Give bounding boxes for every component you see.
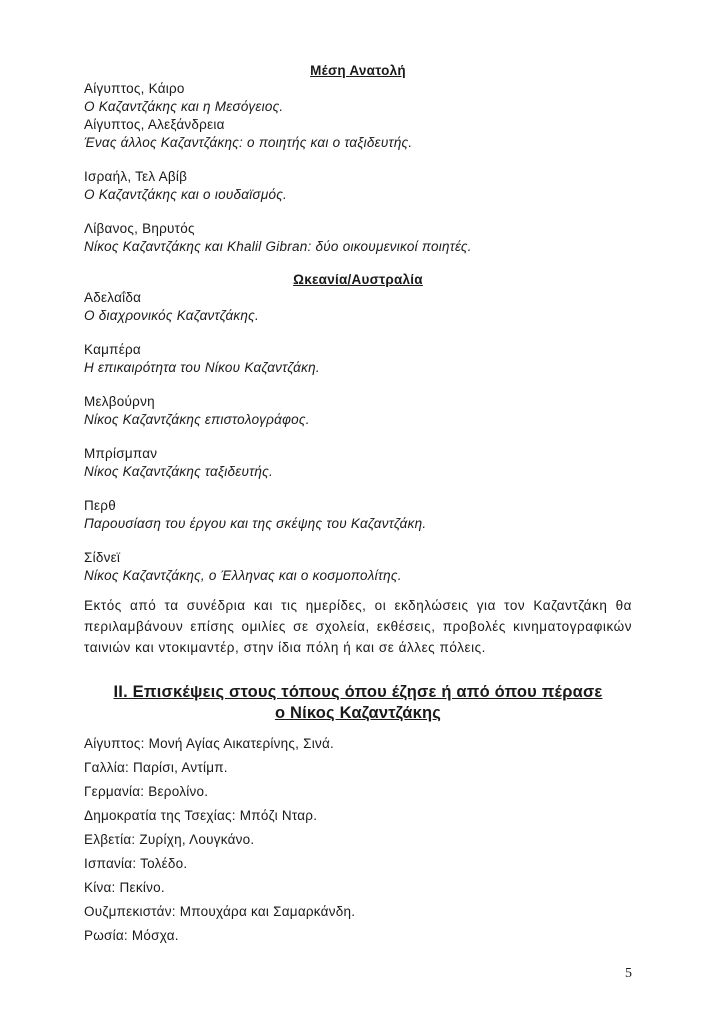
spacer (84, 377, 632, 393)
entry-title: Ένας άλλος Καζαντζάκης: ο ποιητής και ο ταξιδευτής. (84, 135, 413, 150)
list-item: Κίνα: Πεκίνο. (84, 880, 165, 895)
entry-place: Αίγυπτος, Κάιρο (84, 81, 185, 96)
entry-cairo (84, 80, 632, 116)
document-page (84, 62, 632, 952)
entry-sydney (84, 549, 632, 585)
entry-canberra (84, 341, 632, 377)
entry-title: Νίκος Καζαντζάκης επιστολογράφος. (84, 412, 310, 427)
entry-place: Αδελαΐδα (84, 290, 142, 305)
list-item: Γερμανία: Βερολίνο. (84, 784, 209, 799)
section-heading-line-2: ο Νίκος Καζαντζάκης (274, 704, 442, 722)
entry-place: Σίδνεϊ (84, 550, 121, 565)
entry-title: Παρουσίαση του έργου και της σκέψης του Καζαντζάκη. (84, 516, 427, 531)
entry-title: Ο διαχρονικός Καζαντζάκης. (84, 308, 259, 323)
list-item: Δημοκρατία της Τσεχίας: Μπόζι Νταρ. (84, 808, 318, 823)
entry-beirut (84, 220, 632, 256)
entry-perth (84, 497, 632, 533)
entry-place: Ισραήλ, Τελ Αβίβ (84, 169, 188, 184)
list-item: Ισπανία: Τολέδο. (84, 856, 188, 871)
entry-place: Μελβούρνη (84, 394, 155, 409)
entry-place: Λίβανος, Βηρυτός (84, 221, 195, 236)
list-item: Γαλλία: Παρίσι, Αντίμπ. (84, 760, 228, 775)
entry-adelaide (84, 289, 632, 325)
spacer (84, 533, 632, 549)
entry-place: Μπρίσμπαν (84, 446, 158, 461)
entry-brisbane (84, 445, 632, 481)
spacer (84, 152, 632, 168)
section-heading-oceania: Ωκεανία/Αυστραλία (293, 272, 423, 287)
list-item: Ουζμπεκιστάν: Μπουχάρα και Σαμαρκάνδη. (84, 904, 356, 919)
spacer (84, 481, 632, 497)
spacer (84, 429, 632, 445)
entry-title: Νίκος Καζαντζάκης και Khalil Gibran: δύο οικουμενικοί ποιητές. (84, 239, 472, 254)
section-heading-visits (84, 682, 632, 724)
section-heading-line-1: ΙΙ. Επισκέψεις στους τόπους όπου έζησε ή από όπου πέρασε (113, 683, 603, 701)
entry-place: Περθ (84, 498, 116, 513)
entry-tel-aviv (84, 168, 632, 204)
entry-title: Ο Καζαντζάκης και η Μεσόγειος. (84, 99, 284, 114)
entry-title: Ο Καζαντζάκης και ο ιουδαϊσμός. (84, 187, 288, 202)
spacer (84, 204, 632, 220)
entry-title: Νίκος Καζαντζάκης ταξιδευτής. (84, 464, 273, 479)
list-item: Ελβετία: Ζυρίχη, Λουγκάνο. (84, 832, 255, 847)
visits-list (84, 736, 632, 944)
entry-place: Καμπέρα (84, 342, 141, 357)
entry-place: Αίγυπτος, Αλεξάνδρεια (84, 117, 225, 132)
entry-melbourne (84, 393, 632, 429)
spacer (84, 256, 632, 271)
entry-title: Η επικαιρότητα του Νίκου Καζαντζάκη. (84, 360, 320, 375)
list-item: Αίγυπτος: Μονή Αγίας Αικατερίνης, Σινά. (84, 736, 335, 751)
entry-alexandria (84, 116, 632, 152)
spacer (84, 325, 632, 341)
page-number: 5 (625, 966, 632, 981)
entry-title: Νίκος Καζαντζάκης, ο Έλληνας και ο κοσμοπολίτης. (84, 568, 402, 583)
body-paragraph: Εκτός από τα συνέδρια και τις ημερίδες, οι εκδηλώσεις για τον Καζαντζάκη θα περιλαμβάνουν επίσης ομιλίες σε σχολεία, εκθέσεις, προβολές κινηματογραφικών ταινιών και ντοκιμαντέρ, στην ίδια πόλη ή και σε άλλες πόλεις. (84, 598, 632, 655)
list-item: Ρωσία: Μόσχα. (84, 928, 179, 943)
section-heading-middle-east: Μέση Ανατολή (310, 63, 406, 78)
